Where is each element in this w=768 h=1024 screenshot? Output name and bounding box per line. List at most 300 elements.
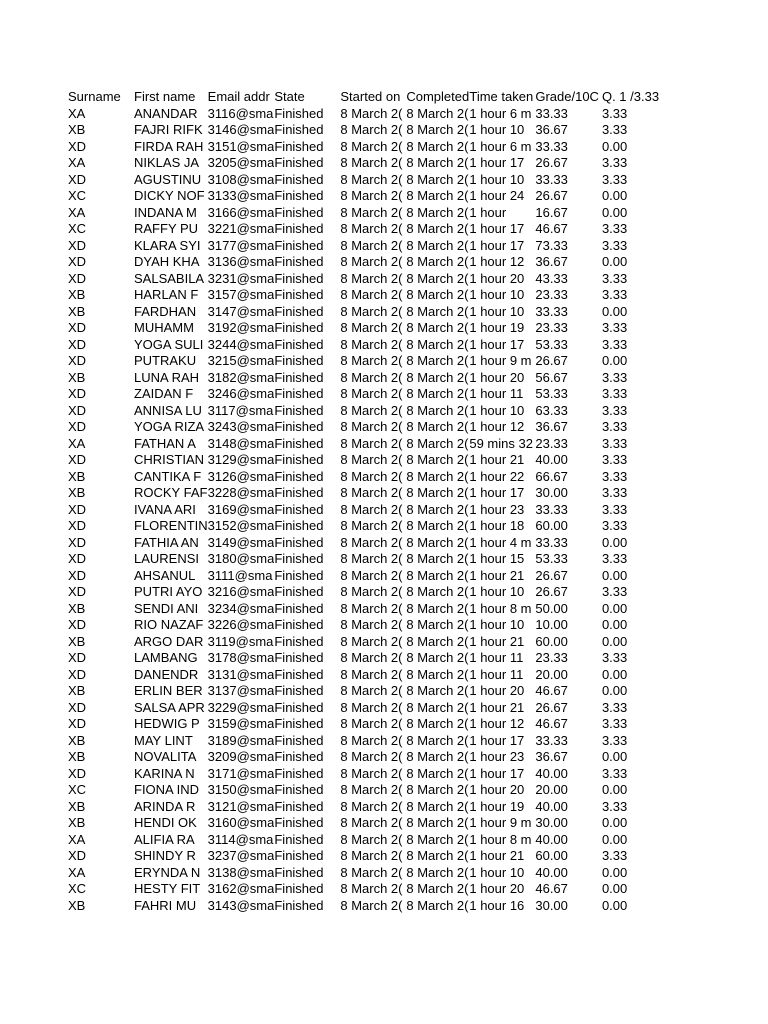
grades-table xyxy=(68,89,672,914)
completed-cell: 8 March 2( xyxy=(406,831,469,847)
q1-cell: 3.33 xyxy=(601,765,628,781)
started-on-cell: 8 March 2( xyxy=(340,881,403,896)
grade-cell: 23.33 xyxy=(535,287,568,302)
class-cell: XB xyxy=(68,303,86,319)
started-on-cell: 8 March 2( xyxy=(340,468,403,484)
class-cell: XD xyxy=(68,567,87,583)
class-cell: XA xyxy=(68,105,86,121)
q1-cell: 0.00 xyxy=(601,188,628,203)
completed-cell: 8 March 2( xyxy=(406,188,469,203)
email-cell: 3116@sma xyxy=(207,105,274,121)
state-cell: Finished xyxy=(274,402,324,418)
table-row xyxy=(68,683,672,700)
grade-cell: 46.67 xyxy=(535,221,568,236)
grade-cell: 33.33 xyxy=(535,534,568,550)
class-cell: XC xyxy=(68,881,87,896)
class-cell: XD xyxy=(68,699,87,715)
started-on-cell: 8 March 2( xyxy=(340,254,403,269)
grade-cell: 66.67 xyxy=(535,468,568,484)
time-taken-cell: 1 hour 10 xyxy=(469,303,525,319)
first-name-cell: SHINDY R xyxy=(134,848,196,863)
q1-cell: 3.33 xyxy=(601,237,628,253)
started-on-cell: 8 March 2( xyxy=(340,584,403,599)
q1-cell: 3.33 xyxy=(601,501,628,517)
email-cell: 3169@sma xyxy=(207,501,275,517)
class-cell: XD xyxy=(68,336,87,352)
started-on-cell: 8 March 2( xyxy=(340,303,403,319)
grade-cell: 16.67 xyxy=(535,204,568,220)
time-taken-cell: 1 hour 16 xyxy=(469,897,525,913)
email-cell: 3149@sma xyxy=(207,534,275,550)
email-cell: 3205@sma xyxy=(207,155,275,170)
time-taken-cell: 1 hour 17 xyxy=(469,237,525,253)
grade-cell: 50.00 xyxy=(535,600,568,616)
table-row xyxy=(68,337,672,354)
email-cell: 3160@sma xyxy=(207,815,275,830)
email-cell: 3147@sma xyxy=(207,303,275,319)
first-name-cell: ROCKY FAF xyxy=(134,485,208,500)
class-cell: XD xyxy=(68,848,87,863)
time-taken-cell: 1 hour 10 xyxy=(469,617,525,632)
time-taken-cell: 1 hour 4 m xyxy=(469,534,532,550)
table-row xyxy=(68,650,672,667)
grade-cell: 40.00 xyxy=(535,798,568,814)
q1-cell: 3.33 xyxy=(601,221,628,236)
header-grade: Grade/10C xyxy=(535,89,599,104)
started-on-cell: 8 March 2( xyxy=(340,138,403,154)
completed-cell: 8 March 2( xyxy=(406,221,469,236)
header-first-name: First name xyxy=(134,89,196,104)
table-row xyxy=(68,370,672,387)
grade-cell: 23.33 xyxy=(535,435,568,451)
state-cell: Finished xyxy=(274,435,324,451)
email-cell: 3126@sma xyxy=(207,468,275,484)
class-cell: XD xyxy=(68,518,87,533)
first-name-cell: FAHRI MU xyxy=(134,897,197,913)
completed-cell: 8 March 2( xyxy=(406,666,469,682)
q1-cell: 3.33 xyxy=(601,848,628,863)
started-on-cell: 8 March 2( xyxy=(340,155,403,170)
state-cell: Finished xyxy=(274,749,324,764)
started-on-cell: 8 March 2( xyxy=(340,864,403,880)
table-row xyxy=(68,353,672,370)
started-on-cell: 8 March 2( xyxy=(340,534,403,550)
q1-cell: 3.33 xyxy=(601,122,628,137)
completed-cell: 8 March 2( xyxy=(406,353,469,368)
grade-cell: 26.67 xyxy=(535,584,568,599)
first-name-cell: LAMBANG xyxy=(134,650,198,665)
class-cell: XD xyxy=(68,584,87,599)
completed-cell: 8 March 2( xyxy=(406,435,469,451)
started-on-cell: 8 March 2( xyxy=(340,848,403,863)
table-row xyxy=(68,881,672,898)
table-row xyxy=(68,848,672,865)
email-cell: 3228@sma xyxy=(207,485,275,500)
time-taken-cell: 1 hour 24 xyxy=(469,188,525,203)
grade-cell: 46.67 xyxy=(535,881,568,896)
first-name-cell: PUTRI AYO xyxy=(134,584,203,599)
class-cell: XD xyxy=(68,666,87,682)
table-row xyxy=(68,172,672,189)
table-row xyxy=(68,419,672,436)
grade-cell: 33.33 xyxy=(535,303,568,319)
class-cell: XD xyxy=(68,237,87,253)
email-cell: 3150@sma xyxy=(207,782,275,797)
table-row xyxy=(68,716,672,733)
q1-cell: 0.00 xyxy=(601,534,628,550)
time-taken-cell: 1 hour 12 xyxy=(469,716,525,731)
email-cell: 3162@sma xyxy=(207,881,275,896)
table-row xyxy=(68,700,672,717)
q1-cell: 3.33 xyxy=(601,452,628,467)
email-cell: 3159@sma xyxy=(207,716,275,731)
first-name-cell: FLORENTIN xyxy=(134,518,208,533)
first-name-cell: FAJRI RIFK xyxy=(134,122,203,137)
completed-cell: 8 March 2( xyxy=(406,204,469,220)
state-cell: Finished xyxy=(274,716,324,731)
grade-cell: 53.33 xyxy=(535,551,568,566)
table-row xyxy=(68,502,672,519)
state-cell: Finished xyxy=(274,501,324,517)
table-row xyxy=(68,139,672,156)
state-cell: Finished xyxy=(274,254,324,269)
first-name-cell: FATHAN A xyxy=(134,435,196,451)
email-cell: 3192@sma xyxy=(207,320,275,335)
started-on-cell: 8 March 2( xyxy=(340,270,403,286)
state-cell: Finished xyxy=(274,287,324,302)
state-cell: Finished xyxy=(274,419,324,434)
time-taken-cell: 1 hour 10 xyxy=(469,402,525,418)
grade-cell: 46.67 xyxy=(535,683,568,698)
q1-cell: 0.00 xyxy=(601,353,628,368)
started-on-cell: 8 March 2( xyxy=(340,617,403,632)
q1-cell: 3.33 xyxy=(601,798,628,814)
email-cell: 3221@sma xyxy=(207,221,275,236)
table-row xyxy=(68,452,672,469)
completed-cell: 8 March 2( xyxy=(406,617,469,632)
state-cell: Finished xyxy=(274,798,324,814)
state-cell: Finished xyxy=(274,831,324,847)
grade-cell: 36.67 xyxy=(535,122,568,137)
started-on-cell: 8 March 2( xyxy=(340,633,403,649)
email-cell: 3229@sma xyxy=(207,699,275,715)
time-taken-cell: 1 hour 10 xyxy=(469,864,525,880)
state-cell: Finished xyxy=(274,485,324,500)
time-taken-cell: 1 hour 20 xyxy=(469,881,525,896)
started-on-cell: 8 March 2( xyxy=(340,105,403,121)
completed-cell: 8 March 2( xyxy=(406,369,469,385)
state-cell: Finished xyxy=(274,699,324,715)
email-cell: 3178@sma xyxy=(207,650,275,665)
q1-cell: 3.33 xyxy=(601,270,628,286)
q1-cell: 0.00 xyxy=(601,617,628,632)
time-taken-cell: 1 hour 21 xyxy=(469,452,525,467)
completed-cell: 8 March 2( xyxy=(406,105,469,121)
completed-cell: 8 March 2( xyxy=(406,765,469,781)
class-cell: XB xyxy=(68,600,86,616)
completed-cell: 8 March 2( xyxy=(406,452,469,467)
table-row xyxy=(68,799,672,816)
completed-cell: 8 March 2( xyxy=(406,716,469,731)
q1-cell: 0.00 xyxy=(601,303,628,319)
first-name-cell: CANTIKA F xyxy=(134,468,202,484)
time-taken-cell: 1 hour 12 xyxy=(469,419,525,434)
q1-cell: 3.33 xyxy=(601,155,628,170)
q1-cell: 0.00 xyxy=(601,138,628,154)
q1-cell: 0.00 xyxy=(601,204,628,220)
class-cell: XA xyxy=(68,831,86,847)
completed-cell: 8 March 2( xyxy=(406,749,469,764)
q1-cell: 3.33 xyxy=(601,171,628,187)
started-on-cell: 8 March 2( xyxy=(340,732,403,748)
time-taken-cell: 1 hour 8 m xyxy=(469,600,532,616)
state-cell: Finished xyxy=(274,336,324,352)
time-taken-cell: 1 hour 6 m xyxy=(469,105,532,121)
class-cell: XB xyxy=(68,633,86,649)
state-cell: Finished xyxy=(274,452,324,467)
grade-cell: 40.00 xyxy=(535,765,568,781)
grade-cell: 30.00 xyxy=(535,485,568,500)
first-name-cell: FIRDA RAH xyxy=(134,138,204,154)
q1-cell: 0.00 xyxy=(601,683,628,698)
completed-cell: 8 March 2( xyxy=(406,782,469,797)
class-cell: XB xyxy=(68,468,86,484)
grade-cell: 40.00 xyxy=(535,831,568,847)
grade-cell: 20.00 xyxy=(535,666,568,682)
state-cell: Finished xyxy=(274,551,324,566)
q1-cell: 3.33 xyxy=(601,402,628,418)
state-cell: Finished xyxy=(274,320,324,335)
completed-cell: 8 March 2( xyxy=(406,633,469,649)
grade-cell: 30.00 xyxy=(535,897,568,913)
completed-cell: 8 March 2( xyxy=(406,237,469,253)
q1-cell: 3.33 xyxy=(601,551,628,566)
completed-cell: 8 March 2( xyxy=(406,683,469,698)
started-on-cell: 8 March 2( xyxy=(340,567,403,583)
first-name-cell: DYAH KHA xyxy=(134,254,200,269)
class-cell: XD xyxy=(68,402,87,418)
q1-cell: 0.00 xyxy=(601,633,628,649)
header-started-on: Started on xyxy=(340,89,401,104)
started-on-cell: 8 March 2( xyxy=(340,353,403,368)
time-taken-cell: 1 hour 19 xyxy=(469,798,525,814)
email-cell: 3189@sma xyxy=(207,732,275,748)
first-name-cell: LUNA RAH xyxy=(134,369,200,385)
first-name-cell: YOGA RIZA xyxy=(134,419,205,434)
header-row xyxy=(68,89,672,106)
first-name-cell: PUTRAKU xyxy=(134,353,197,368)
table-row xyxy=(68,584,672,601)
started-on-cell: 8 March 2( xyxy=(340,419,403,434)
table-row xyxy=(68,766,672,783)
table-row xyxy=(68,238,672,255)
state-cell: Finished xyxy=(274,650,324,665)
q1-cell: 3.33 xyxy=(601,105,628,121)
time-taken-cell: 1 hour 20 xyxy=(469,683,525,698)
class-cell: XB xyxy=(68,749,86,764)
time-taken-cell: 1 hour 10 xyxy=(469,584,525,599)
grade-cell: 40.00 xyxy=(535,452,568,467)
class-cell: XB xyxy=(68,798,86,814)
state-cell: Finished xyxy=(274,534,324,550)
time-taken-cell: 1 hour 17 xyxy=(469,336,525,352)
started-on-cell: 8 March 2( xyxy=(340,485,403,500)
table-row xyxy=(68,287,672,304)
q1-cell: 3.33 xyxy=(601,468,628,484)
state-cell: Finished xyxy=(274,518,324,533)
class-cell: XB xyxy=(68,732,86,748)
first-name-cell: ARGO DAR xyxy=(134,633,204,649)
completed-cell: 8 March 2( xyxy=(406,155,469,170)
first-name-cell: RAFFY PU xyxy=(134,221,199,236)
q1-cell: 3.33 xyxy=(601,287,628,302)
time-taken-cell: 1 hour 12 xyxy=(469,254,525,269)
email-cell: 3108@sma xyxy=(207,171,275,187)
time-taken-cell: 1 hour 21 xyxy=(469,699,525,715)
completed-cell: 8 March 2( xyxy=(406,485,469,500)
class-cell: XB xyxy=(68,287,86,302)
grade-cell: 26.67 xyxy=(535,567,568,583)
completed-cell: 8 March 2( xyxy=(406,270,469,286)
email-cell: 3117@sma xyxy=(207,402,274,418)
started-on-cell: 8 March 2( xyxy=(340,765,403,781)
first-name-cell: CHRISTIAN xyxy=(134,452,205,467)
grade-cell: 26.67 xyxy=(535,353,568,368)
q1-cell: 0.00 xyxy=(601,600,628,616)
started-on-cell: 8 March 2( xyxy=(340,435,403,451)
class-cell: XD xyxy=(68,716,87,731)
first-name-cell: ZAIDAN F xyxy=(134,386,194,401)
started-on-cell: 8 March 2( xyxy=(340,782,403,797)
header-email: Email addr xyxy=(207,89,270,104)
q1-cell: 0.00 xyxy=(601,831,628,847)
grade-cell: 46.67 xyxy=(535,716,568,731)
completed-cell: 8 March 2( xyxy=(406,336,469,352)
table-row xyxy=(68,254,672,271)
started-on-cell: 8 March 2( xyxy=(340,650,403,665)
first-name-cell: SALSA APR xyxy=(134,699,205,715)
q1-cell: 3.33 xyxy=(601,485,628,500)
grade-cell: 23.33 xyxy=(535,650,568,665)
first-name-cell: YOGA SULI xyxy=(134,336,204,352)
q1-cell: 0.00 xyxy=(601,666,628,682)
table-row xyxy=(68,518,672,535)
q1-cell: 0.00 xyxy=(601,881,628,896)
table-row xyxy=(68,749,672,766)
time-taken-cell: 1 hour 20 xyxy=(469,270,525,286)
state-cell: Finished xyxy=(274,303,324,319)
q1-cell: 0.00 xyxy=(601,254,628,269)
state-cell: Finished xyxy=(274,567,324,583)
completed-cell: 8 March 2( xyxy=(406,584,469,599)
started-on-cell: 8 March 2( xyxy=(340,287,403,302)
time-taken-cell: 1 hour 10 xyxy=(469,122,525,137)
completed-cell: 8 March 2( xyxy=(406,798,469,814)
time-taken-cell: 1 hour 19 xyxy=(469,320,525,335)
email-cell: 3136@sma xyxy=(207,254,275,269)
time-taken-cell: 59 mins 32 xyxy=(469,435,533,451)
first-name-cell: AHSANUL xyxy=(134,567,196,583)
state-cell: Finished xyxy=(274,617,324,632)
time-taken-cell: 1 hour 11 xyxy=(469,650,524,665)
table-row xyxy=(68,122,672,139)
started-on-cell: 8 March 2( xyxy=(340,518,403,533)
time-taken-cell: 1 hour 21 xyxy=(469,567,525,583)
state-cell: Finished xyxy=(274,369,324,385)
table-row xyxy=(68,535,672,552)
time-taken-cell: 1 hour 17 xyxy=(469,732,525,748)
grade-cell: 36.67 xyxy=(535,419,568,434)
started-on-cell: 8 March 2( xyxy=(340,897,403,913)
grade-cell: 26.67 xyxy=(535,699,568,715)
class-cell: XB xyxy=(68,369,86,385)
time-taken-cell: 1 hour 23 xyxy=(469,749,525,764)
first-name-cell: AGUSTINU xyxy=(134,171,202,187)
first-name-cell: NOVALITA xyxy=(134,749,197,764)
first-name-cell: IVANA ARI xyxy=(134,501,196,517)
grade-cell: 26.67 xyxy=(535,155,568,170)
email-cell: 3151@sma xyxy=(207,138,275,154)
completed-cell: 8 March 2( xyxy=(406,848,469,863)
email-cell: 3243@sma xyxy=(207,419,275,434)
class-cell: XB xyxy=(68,122,86,137)
first-name-cell: MUHAMM xyxy=(134,320,194,335)
grade-cell: 60.00 xyxy=(535,633,568,649)
first-name-cell: DICKY NOF xyxy=(134,188,205,203)
grade-cell: 30.00 xyxy=(535,815,568,830)
grade-cell: 43.33 xyxy=(535,270,568,286)
time-taken-cell: 1 hour 17 xyxy=(469,485,525,500)
state-cell: Finished xyxy=(274,584,324,599)
table-row xyxy=(68,436,672,453)
table-row xyxy=(68,733,672,750)
email-cell: 3138@sma xyxy=(207,864,275,880)
state-cell: Finished xyxy=(274,237,324,253)
completed-cell: 8 March 2( xyxy=(406,897,469,913)
class-cell: XD xyxy=(68,138,87,154)
time-taken-cell: 1 hour 18 xyxy=(469,518,525,533)
started-on-cell: 8 March 2( xyxy=(340,188,403,203)
first-name-cell: HESTY FIT xyxy=(134,881,201,896)
time-taken-cell: 1 hour 15 xyxy=(469,551,525,566)
completed-cell: 8 March 2( xyxy=(406,122,469,137)
state-cell: Finished xyxy=(274,105,324,121)
header-completed: Completed xyxy=(406,89,470,104)
grade-cell: 40.00 xyxy=(535,864,568,880)
class-cell: XB xyxy=(68,683,86,698)
completed-cell: 8 March 2( xyxy=(406,650,469,665)
grade-cell: 33.33 xyxy=(535,105,568,121)
class-cell: XD xyxy=(68,650,87,665)
time-taken-cell: 1 hour 17 xyxy=(469,765,525,781)
header-q1: Q. 1 /3.33 xyxy=(601,89,660,104)
email-cell: 3246@sma xyxy=(207,386,275,401)
email-cell: 3216@sma xyxy=(207,584,275,599)
completed-cell: 8 March 2( xyxy=(406,815,469,830)
table-row xyxy=(68,568,672,585)
email-cell: 3244@sma xyxy=(207,336,275,352)
grade-cell: 36.67 xyxy=(535,749,568,764)
table-row xyxy=(68,320,672,337)
table-row xyxy=(68,221,672,238)
table-row xyxy=(68,155,672,172)
state-cell: Finished xyxy=(274,353,324,368)
class-cell: XA xyxy=(68,155,86,170)
first-name-cell: RIO NAZAF xyxy=(134,617,204,632)
started-on-cell: 8 March 2( xyxy=(340,666,403,682)
first-name-cell: DANENDR xyxy=(134,666,199,682)
email-cell: 3121@sma xyxy=(207,798,275,814)
